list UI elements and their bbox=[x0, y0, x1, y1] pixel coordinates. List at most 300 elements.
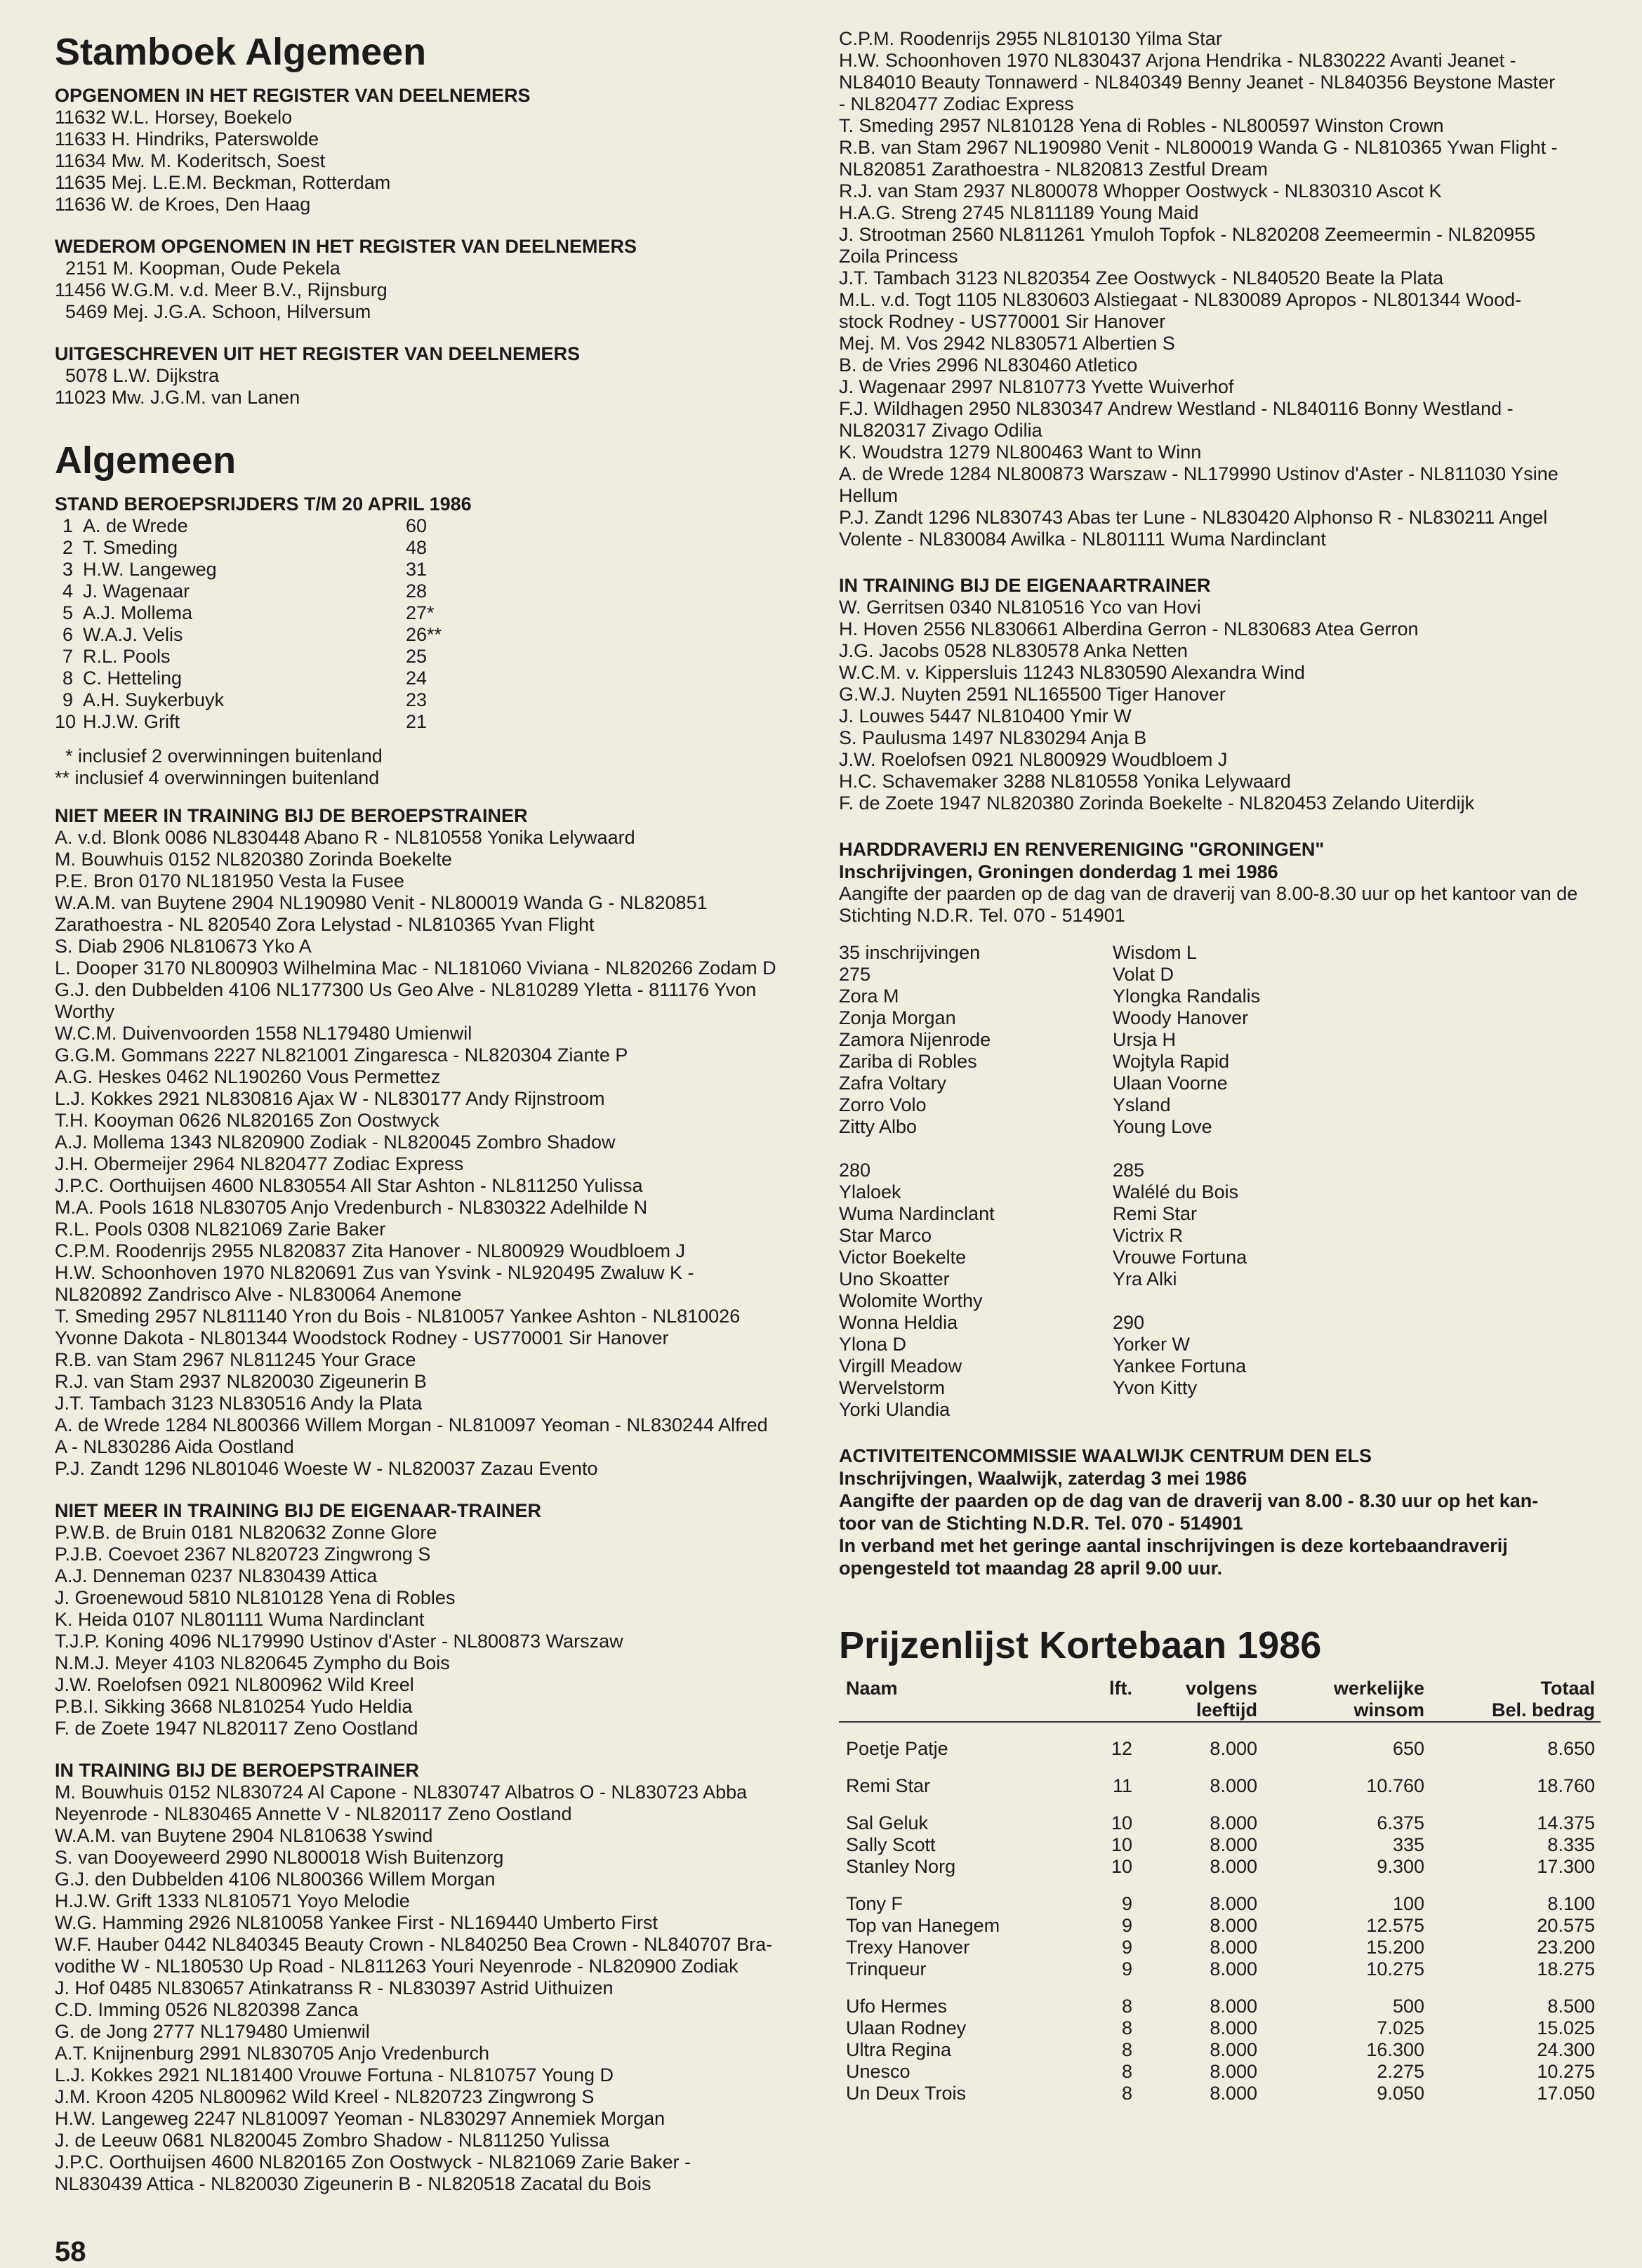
prize-totaal: 15.025 bbox=[1537, 2017, 1595, 2038]
list-line: Ursja H bbox=[1113, 1029, 1177, 1050]
prize-volgens: 8.000 bbox=[1210, 1893, 1257, 1914]
waalwijk-section bbox=[839, 1445, 1601, 1579]
list-line: Young Love bbox=[1113, 1116, 1212, 1137]
list-line: S. van Dooyeweerd 2990 NL800018 Wish Buitenzorg bbox=[55, 1847, 504, 1868]
list-line: T. Smeding 2957 NL811140 Yron du Bois - NL810057 Yankee Ashton - NL810026 bbox=[55, 1306, 741, 1327]
list-line: J.W. Roelofsen 0921 NL800929 Woudbloem J bbox=[839, 749, 1228, 770]
prize-totaal: 14.375 bbox=[1537, 1812, 1595, 1833]
list-line: P.J. Zandt 1296 NL801046 Woeste W - NL820037 Zazau Evento bbox=[55, 1458, 598, 1479]
list-line: ** inclusief 4 overwinningen buitenland bbox=[55, 767, 380, 788]
prize-naam: Top van Hanegem bbox=[846, 1915, 1000, 1936]
prize-lft: 9 bbox=[1121, 1958, 1132, 1979]
prize-totaal: 17.300 bbox=[1537, 1856, 1595, 1877]
list-line: F. de Zoete 1947 NL820117 Zeno Oostland bbox=[55, 1718, 418, 1739]
list-line bbox=[1113, 1399, 1393, 1421]
list-line: P.B.I. Sikking 3668 NL810254 Yudo Heldia bbox=[55, 1696, 413, 1717]
list-line: J.G. Jacobs 0528 NL830578 Anka Netten bbox=[839, 640, 1188, 661]
list-line: Zoila Princess bbox=[839, 246, 958, 267]
stand-rank: 9 bbox=[62, 689, 73, 710]
list-line: W.A.M. van Buytene 2904 NL190980 Venit - NL800019 Wanda G - NL820851 bbox=[55, 892, 708, 913]
prize-werkelijke: 12.575 bbox=[1366, 1915, 1424, 1936]
stand-rank: 3 bbox=[62, 559, 73, 580]
stand-name: A.H. Suykerbuyk bbox=[83, 689, 225, 710]
prize-lft: 10 bbox=[1111, 1812, 1132, 1833]
prize-lft: 12 bbox=[1111, 1738, 1132, 1759]
niet-meer-eigenaar-list bbox=[55, 1522, 816, 1739]
prijzen-table bbox=[839, 1678, 1601, 2104]
prize-volgens: 8.000 bbox=[1210, 1958, 1257, 1979]
list-line: Hellum bbox=[839, 485, 899, 506]
list-line: H. Hoven 2556 NL830661 Alberdina Gerron - NL830683 Atea Gerron bbox=[839, 618, 1419, 639]
list-line: W. Gerritsen 0340 NL810516 Yco van Hovi bbox=[839, 597, 1201, 618]
list-line: J. Groenewoud 5810 NL810128 Yena di Robles bbox=[55, 1587, 456, 1608]
prize-volgens: 8.000 bbox=[1210, 2061, 1257, 2082]
list-line: 11636 W. de Kroes, Den Haag bbox=[55, 194, 311, 215]
list-line: Victrix R bbox=[1113, 1225, 1184, 1246]
groningen-col-2 bbox=[1113, 942, 1393, 1421]
list-line: S. Paulusma 1497 NL830294 Anja B bbox=[839, 727, 1147, 748]
prize-row bbox=[839, 1915, 1601, 1937]
prize-row bbox=[839, 2039, 1601, 2061]
stand-score: 31 bbox=[406, 559, 428, 580]
list-line: R.B. van Stam 2967 NL190980 Venit - NL800019 Wanda G - NL810365 Ywan Flight - bbox=[839, 137, 1558, 158]
list-line: stock Rodney - US770001 Sir Hanover bbox=[839, 311, 1166, 332]
prize-lft: 10 bbox=[1111, 1856, 1132, 1877]
list-line bbox=[839, 1138, 1113, 1160]
waalwijk-lines bbox=[839, 1467, 1601, 1579]
eigenaar-trainer-list bbox=[839, 597, 1601, 814]
stand-rank: 10 bbox=[55, 711, 77, 732]
stand-score: 48 bbox=[406, 537, 428, 558]
prize-volgens: 8.000 bbox=[1210, 2083, 1257, 2104]
list-line: 11634 Mw. M. Koderitsch, Soest bbox=[55, 150, 326, 171]
prize-naam: Unesco bbox=[846, 2061, 911, 2082]
eigenaar-trainer-section bbox=[839, 574, 1601, 814]
waalwijk-line: Inschrijvingen, Waalwijk, zaterdag 3 mei 1986 bbox=[839, 1468, 1247, 1489]
prize-volgens: 8.000 bbox=[1210, 2039, 1257, 2060]
waalwijk-line: toor van de Stichting N.D.R. Tel. 070 - 514901 bbox=[839, 1513, 1243, 1534]
list-line: A - NL830286 Aida Oostland bbox=[55, 1436, 294, 1457]
prize-lft: 8 bbox=[1121, 2017, 1132, 2038]
list-line: W.C.M. Duivenvoorden 1558 NL179480 Umienwil bbox=[55, 1023, 472, 1044]
wederom-list bbox=[55, 258, 816, 323]
list-line: Zarathoestra - NL 820540 Zora Lelystad - NL810365 Yvan Flight bbox=[55, 914, 595, 935]
opgenomen-list bbox=[55, 107, 816, 215]
stand-score: 24 bbox=[406, 668, 428, 689]
col-werkelijke: werkelijke winsom bbox=[1263, 1678, 1430, 1722]
list-line: M. Bouwhuis 0152 NL830724 Al Capone - NL830747 Albatros O - NL830723 Abba bbox=[55, 1782, 748, 1803]
prize-totaal: 17.050 bbox=[1537, 2083, 1595, 2104]
prize-werkelijke: 2.275 bbox=[1377, 2061, 1424, 2082]
groningen-section bbox=[839, 838, 1601, 1421]
list-line: W.G. Hamming 2926 NL810058 Yankee First - NL169440 Umberto First bbox=[55, 1912, 658, 1933]
list-line: Uno Skoatter bbox=[839, 1268, 950, 1289]
list-line: P.W.B. de Bruin 0181 NL820632 Zonne Glore bbox=[55, 1522, 437, 1543]
prize-naam: Trexy Hanover bbox=[846, 1937, 970, 1958]
list-line: W.C.M. v. Kippersluis 11243 NL830590 Alexandra Wind bbox=[839, 662, 1305, 683]
prize-lft: 9 bbox=[1121, 1893, 1132, 1914]
list-line: R.J. van Stam 2937 NL800078 Whopper Oostwyck - NL830310 Ascot K bbox=[839, 180, 1442, 201]
list-line: A.G. Heskes 0462 NL190260 Vous Permettez bbox=[55, 1066, 441, 1087]
prize-naam: Sal Geluk bbox=[846, 1812, 929, 1833]
prize-row bbox=[839, 1722, 1601, 1760]
list-line: J. Wagenaar 2997 NL810773 Yvette Wuiverhof bbox=[839, 376, 1234, 397]
stand-heading: STAND BEROEPSRIJDERS T/M 20 APRIL 1986 bbox=[55, 493, 472, 515]
list-line: Mej. M. Vos 2942 NL830571 Albertien S bbox=[839, 333, 1175, 354]
list-line: L.J. Kokkes 2921 NL830816 Ajax W - NL830177 Andy Rijnstroom bbox=[55, 1088, 605, 1109]
list-line: T.J.P. Koning 4096 NL179990 Ustinov d'Aster - NL800873 Warszaw bbox=[55, 1631, 623, 1652]
list-line: Virgill Meadow bbox=[839, 1355, 962, 1377]
list-line: Zariba di Robles bbox=[839, 1051, 977, 1072]
prize-lft: 11 bbox=[1112, 1775, 1132, 1796]
niet-meer-eigenaar-section bbox=[55, 1499, 816, 1739]
list-line: Zitty Albo bbox=[839, 1116, 918, 1137]
prize-lft: 9 bbox=[1121, 1915, 1132, 1936]
list-line: G. de Jong 2777 NL179480 Umienwil bbox=[55, 2021, 370, 2042]
prijzen-title: Prijzenlijst Kortebaan 1986 bbox=[839, 1624, 1322, 1666]
prize-totaal: 23.200 bbox=[1537, 1937, 1595, 1958]
niet-meer-beroeps-section bbox=[55, 804, 816, 1480]
list-line: P.J. Zandt 1296 NL830743 Abas ter Lune - NL830420 Alphonso R - NL830211 Angel bbox=[839, 507, 1548, 528]
list-line: Ylongka Randalis bbox=[1113, 986, 1261, 1007]
list-line: R.B. van Stam 2967 NL811245 Your Grace bbox=[55, 1349, 416, 1370]
list-line: Wojtyla Rapid bbox=[1113, 1051, 1230, 1072]
prize-naam: Stanley Norg bbox=[846, 1856, 956, 1877]
list-line: A.J. Denneman 0237 NL830439 Attica bbox=[55, 1565, 378, 1586]
list-line: L.J. Kokkes 2921 NL181400 Vrouwe Fortuna - NL810757 Young D bbox=[55, 2064, 614, 2085]
list-line: Yorker W bbox=[1113, 1334, 1191, 1355]
stand-name: T. Smeding bbox=[83, 537, 178, 558]
list-line: T. Smeding 2957 NL810128 Yena di Robles - NL800597 Winston Crown bbox=[839, 115, 1444, 136]
list-line: H.J.W. Grift 1333 NL810571 Yoyo Melodie bbox=[55, 1890, 410, 1911]
waalwijk-line: Aangifte der paarden op de dag van de draverij van 8.00 - 8.30 uur op het kan- bbox=[839, 1490, 1539, 1511]
list-line: Ylona D bbox=[839, 1334, 907, 1355]
list-line: Woody Hanover bbox=[1113, 1007, 1249, 1028]
list-line: J.M. Kroon 4205 NL800962 Wild Kreel - NL820723 Zingwrong S bbox=[55, 2086, 595, 2107]
list-line: Wolomite Worthy bbox=[839, 1290, 983, 1311]
list-line: * inclusief 2 overwinningen buitenland bbox=[55, 745, 383, 767]
list-line: J.P.C. Oorthuijsen 4600 NL830554 All Star Ashton - NL811250 Yulissa bbox=[55, 1175, 643, 1196]
prijzen-header-row bbox=[839, 1678, 1601, 1722]
list-line: C.P.M. Roodenrijs 2955 NL820837 Zita Hanover - NL800929 Woudbloem J bbox=[55, 1240, 686, 1261]
list-line: 11023 Mw. J.G.M. van Lanen bbox=[55, 387, 300, 408]
list-line: G.G.M. Gommans 2227 NL821001 Zingaresca - NL820304 Ziante P bbox=[55, 1045, 628, 1066]
list-line bbox=[1113, 1290, 1393, 1312]
prize-totaal: 10.275 bbox=[1537, 2061, 1595, 2082]
list-line: Zafra Voltary bbox=[839, 1073, 947, 1094]
list-line: Wervelstorm bbox=[839, 1377, 946, 1398]
prize-volgens: 8.000 bbox=[1210, 1915, 1257, 1936]
list-line: S. Diab 2906 NL810673 Yko A bbox=[55, 936, 312, 957]
list-line: 11635 Mej. L.E.M. Beckman, Rotterdam bbox=[55, 172, 391, 193]
list-line: J.T. Tambach 3123 NL830516 Andy la Plata bbox=[55, 1393, 423, 1414]
stand-name: W.A.J. Velis bbox=[83, 624, 183, 645]
groningen-intro: Aangifte der paarden op de dag van de draverij van 8.00-8.30 uur op het kantoor van de Stichting N.D.R. Tel. 070 - 514901 bbox=[839, 883, 1583, 926]
list-line: NL820317 Zivago Odilia bbox=[839, 420, 1042, 441]
prize-totaal: 8.500 bbox=[1547, 1996, 1595, 2017]
stand-notes bbox=[55, 745, 816, 789]
prize-totaal: 18.760 bbox=[1537, 1775, 1595, 1796]
prize-totaal: 8.650 bbox=[1547, 1738, 1595, 1759]
list-line: J.T. Tambach 3123 NL820354 Zee Oostwyck - NL840520 Beate la Plata bbox=[839, 267, 1444, 289]
prize-lft: 8 bbox=[1121, 2061, 1132, 2082]
list-line: 5469 Mej. J.G.A. Schoon, Hilversum bbox=[55, 301, 371, 322]
prize-naam: Remi Star bbox=[846, 1775, 931, 1796]
prize-naam: Ultra Regina bbox=[846, 2039, 952, 2060]
list-line: Yvonne Dakota - NL801344 Woodstock Rodney - US770001 Sir Hanover bbox=[55, 1327, 669, 1348]
list-line: N.M.J. Meyer 4103 NL820645 Zympho du Bois bbox=[55, 1652, 450, 1673]
uitgeschreven-section bbox=[55, 343, 816, 409]
list-line: M.L. v.d. Togt 1105 NL830603 Alstiegaat - NL830089 Apropos - NL801344 Wood- bbox=[839, 289, 1522, 310]
prize-totaal: 18.275 bbox=[1537, 1958, 1595, 1979]
col-lft: lft. bbox=[1083, 1678, 1138, 1722]
prize-werkelijke: 500 bbox=[1392, 1996, 1424, 2017]
list-line: Yra Alki bbox=[1113, 1268, 1177, 1289]
list-line: 11633 H. Hindriks, Paterswolde bbox=[55, 128, 319, 150]
prize-totaal: 8.335 bbox=[1547, 1834, 1595, 1855]
prize-row bbox=[839, 1878, 1601, 1915]
prize-lft: 8 bbox=[1121, 1996, 1132, 2017]
list-line: M.A. Pools 1618 NL830705 Anjo Vredenburch - NL830322 Adelhilde N bbox=[55, 1197, 648, 1218]
niet-meer-beroeps-list bbox=[55, 827, 816, 1480]
stand-rank: 8 bbox=[62, 668, 73, 689]
list-line: L. Dooper 3170 NL800903 Wilhelmina Mac - NL181060 Viviana - NL820266 Zodam D bbox=[55, 957, 776, 979]
stand-name: A. de Wrede bbox=[83, 515, 188, 536]
prize-row bbox=[839, 2083, 1601, 2104]
list-line: 11632 W.L. Horsey, Boekelo bbox=[55, 107, 293, 128]
prijzen-body bbox=[839, 1722, 1601, 2104]
list-line: J.H. Obermeijer 2964 NL820477 Zodiac Express bbox=[55, 1153, 464, 1174]
prize-row bbox=[839, 1958, 1601, 1980]
list-line: R.J. van Stam 2937 NL820030 Zigeunerin B bbox=[55, 1371, 427, 1392]
prize-volgens: 8.000 bbox=[1210, 1834, 1257, 1855]
list-line: G.W.J. Nuyten 2591 NL165500 Tiger Hanover bbox=[839, 684, 1226, 705]
prize-naam: Poetje Patje bbox=[846, 1738, 948, 1759]
col-naam: Naam bbox=[839, 1678, 1083, 1722]
list-line: Neyenrode - NL830465 Annette V - NL820117 Zeno Oostland bbox=[55, 1803, 572, 1824]
prize-row bbox=[839, 1797, 1601, 1834]
col-totaal: Totaal Bel. bedrag bbox=[1430, 1678, 1601, 1722]
list-line: C.D. Imming 0526 NL820398 Zanca bbox=[55, 1999, 359, 2020]
prize-row bbox=[839, 1856, 1601, 1878]
stand-rank: 5 bbox=[62, 602, 73, 623]
list-line: Wisdom L bbox=[1113, 942, 1198, 963]
list-line: 285 bbox=[1113, 1160, 1145, 1181]
list-line: Ysland bbox=[1113, 1094, 1171, 1115]
list-line: A. de Wrede 1284 NL800366 Willem Morgan - NL810097 Yeoman - NL830244 Alfred bbox=[55, 1414, 768, 1435]
stamboek-title: Stamboek Algemeen bbox=[55, 31, 427, 73]
prize-row bbox=[839, 2061, 1601, 2083]
list-line: NL820892 Zandrisco Alve - NL830064 Anemone bbox=[55, 1284, 462, 1305]
list-line: K. Woudstra 1279 NL800463 Want to Winn bbox=[839, 442, 1202, 463]
col-volgens: volgens leeftijd bbox=[1138, 1678, 1263, 1722]
stand-score: 28 bbox=[406, 581, 428, 602]
prize-naam: Un Deux Trois bbox=[846, 2083, 967, 2104]
list-line: Victor Boekelte bbox=[839, 1247, 967, 1268]
prize-row bbox=[839, 1834, 1601, 1856]
prize-werkelijke: 15.200 bbox=[1366, 1937, 1424, 1958]
list-line: G.J. den Dubbelden 4106 NL800366 Willem Morgan bbox=[55, 1869, 496, 1890]
prize-werkelijke: 9.050 bbox=[1377, 2083, 1424, 2104]
list-line: Worthy bbox=[55, 1001, 115, 1022]
stand-name: A.J. Mollema bbox=[83, 602, 193, 623]
list-line: K. Heida 0107 NL801111 Wuma Nardinclant bbox=[55, 1609, 425, 1630]
list-line: Ylaloek bbox=[839, 1181, 901, 1202]
list-line: Wuma Nardinclant bbox=[839, 1203, 995, 1224]
list-line: Volat D bbox=[1113, 964, 1174, 985]
prize-volgens: 8.000 bbox=[1210, 1856, 1257, 1877]
prize-werkelijke: 16.300 bbox=[1366, 2039, 1424, 2060]
list-line: T.H. Kooyman 0626 NL820165 Zon Oostwyck bbox=[55, 1110, 439, 1131]
wederom-section bbox=[55, 235, 816, 323]
left-column bbox=[55, 28, 816, 2195]
prize-row bbox=[839, 2017, 1601, 2039]
list-line: 35 inschrijvingen bbox=[839, 942, 981, 963]
stand-section bbox=[55, 493, 816, 789]
stand-name: H.W. Langeweg bbox=[83, 559, 217, 580]
prize-volgens: 8.000 bbox=[1210, 2017, 1257, 2038]
stand-score: 27* bbox=[406, 602, 435, 623]
stand-score: 26** bbox=[406, 624, 442, 645]
stand-score: 21 bbox=[406, 711, 428, 732]
list-line: A.T. Knijnenburg 2991 NL830705 Anjo Vredenburch bbox=[55, 2043, 489, 2064]
list-line: W.A.M. van Buytene 2904 NL810638 Yswind bbox=[55, 1825, 433, 1846]
prize-row bbox=[839, 1980, 1601, 2017]
prize-naam: Tony F bbox=[846, 1893, 903, 1914]
prize-volgens: 8.000 bbox=[1210, 1812, 1257, 1833]
list-line: Zora M bbox=[839, 986, 899, 1007]
prize-volgens: 8.000 bbox=[1210, 1996, 1257, 2017]
list-line: J. Hof 0485 NL830657 Atinkatranss R - NL830397 Astrid Uithuizen bbox=[55, 1977, 614, 1998]
prize-totaal: 8.100 bbox=[1547, 1893, 1595, 1914]
stand-name: J. Wagenaar bbox=[83, 581, 190, 602]
list-line: J.W. Roelofsen 0921 NL800962 Wild Kreel bbox=[55, 1674, 414, 1695]
list-line: H.W. Schoonhoven 1970 NL820691 Zus van Ysvink - NL920495 Zwaluw K - bbox=[55, 1262, 694, 1283]
list-line: Star Marco bbox=[839, 1225, 932, 1246]
list-line: - NL820477 Zodiac Express bbox=[839, 93, 1074, 114]
list-line: 2151 M. Koopman, Oude Pekela bbox=[55, 258, 340, 279]
list-line: Yorki Ulandia bbox=[839, 1399, 951, 1420]
list-line: H.C. Schavemaker 3288 NL810558 Yonika Lelywaard bbox=[839, 771, 1291, 792]
list-line: Wonna Heldia bbox=[839, 1312, 958, 1333]
prize-werkelijke: 10.760 bbox=[1366, 1775, 1424, 1796]
list-line: R.L. Pools 0308 NL821069 Zarie Baker bbox=[55, 1219, 386, 1240]
list-line: F.J. Wildhagen 2950 NL830347 Andrew Westland - NL840116 Bonny Westland - bbox=[839, 398, 1514, 419]
list-line: NL820851 Zarathoestra - NL820813 Zestful Dream bbox=[839, 159, 1268, 180]
list-line: P.J.B. Coevoet 2367 NL820723 Zingwrong S bbox=[55, 1544, 431, 1565]
prize-werkelijke: 10.275 bbox=[1366, 1958, 1424, 1979]
list-line: H.W. Schoonhoven 1970 NL830437 Arjona Hendrika - NL830222 Avanti Jeanet - bbox=[839, 50, 1516, 71]
list-line: 280 bbox=[839, 1160, 871, 1181]
list-line: F. de Zoete 1947 NL820380 Zorinda Boekelte - NL820453 Zelando Uiterdijk bbox=[839, 793, 1475, 814]
list-line: H.W. Langeweg 2247 NL810097 Yeoman - NL830297 Annemiek Morgan bbox=[55, 2108, 666, 2129]
list-line: G.J. den Dubbelden 4106 NL177300 Us Geo Alve - NL810289 Yletta - 811176 Yvon bbox=[55, 979, 757, 1000]
prize-lft: 8 bbox=[1121, 2039, 1132, 2060]
algemeen-title: Algemeen bbox=[55, 439, 237, 482]
prize-lft: 8 bbox=[1121, 2083, 1132, 2104]
prize-werkelijke: 7.025 bbox=[1377, 2017, 1424, 2038]
list-line: J. Strootman 2560 NL811261 Ymuloh Topfok - NL820208 Zeemeermin - NL820955 bbox=[839, 224, 1536, 245]
prize-werkelijke: 9.300 bbox=[1377, 1856, 1424, 1877]
list-line: Volente - NL830084 Awilka - NL801111 Wuma Nardinclant bbox=[839, 529, 1326, 550]
niet-meer-beroeps-heading: NIET MEER IN TRAINING BIJ DE BEROEPSTRAINER bbox=[55, 805, 528, 826]
stand-rank: 4 bbox=[62, 581, 73, 602]
list-line: Remi Star bbox=[1113, 1203, 1198, 1224]
list-line: M. Bouwhuis 0152 NL820380 Zorinda Boekelte bbox=[55, 849, 452, 870]
in-training-beroeps-section bbox=[55, 1759, 816, 2195]
list-line: A.J. Mollema 1343 NL820900 Zodiak - NL820045 Zombro Shadow bbox=[55, 1132, 616, 1153]
list-line: Zorro Volo bbox=[839, 1094, 927, 1115]
prize-lft: 10 bbox=[1111, 1834, 1132, 1855]
list-line: A. de Wrede 1284 NL800873 Warszaw - NL179990 Ustinov d'Aster - NL811030 Ysine bbox=[839, 463, 1558, 484]
list-line: J.P.C. Oorthuijsen 4600 NL820165 Zon Oostwyck - NL821069 Zarie Baker - bbox=[55, 2151, 691, 2173]
list-line: 290 bbox=[1113, 1312, 1145, 1333]
list-line: Zonja Morgan bbox=[839, 1007, 956, 1028]
stand-table bbox=[55, 515, 816, 733]
list-line: B. de Vries 2996 NL830460 Atletico bbox=[839, 354, 1138, 376]
prize-werkelijke: 6.375 bbox=[1377, 1812, 1424, 1833]
prize-totaal: 24.300 bbox=[1537, 2039, 1595, 2060]
prize-lft: 9 bbox=[1121, 1937, 1132, 1958]
list-line: W.F. Hauber 0442 NL840345 Beauty Crown - NL840250 Bea Crown - NL840707 Bra- bbox=[55, 1934, 773, 1955]
list-line: Walélé du Bois bbox=[1113, 1181, 1239, 1202]
list-line: C.P.M. Roodenrijs 2955 NL810130 Yilma Star bbox=[839, 28, 1222, 49]
groningen-col-1 bbox=[839, 942, 1113, 1421]
list-line: NL830439 Attica - NL820030 Zigeunerin B - NL820518 Zacatal du Bois bbox=[55, 2173, 651, 2194]
eigenaar-trainer-heading: IN TRAINING BIJ DE EIGENAARTRAINER bbox=[839, 575, 1211, 596]
opgenomen-section bbox=[55, 84, 816, 215]
prize-volgens: 8.000 bbox=[1210, 1937, 1257, 1958]
list-line: Yankee Fortuna bbox=[1113, 1355, 1247, 1377]
stand-name: C. Hetteling bbox=[83, 668, 183, 689]
prize-volgens: 8.000 bbox=[1210, 1775, 1257, 1796]
prize-naam: Sally Scott bbox=[846, 1834, 936, 1855]
stand-rank: 1 bbox=[62, 515, 73, 536]
groningen-entries bbox=[839, 942, 1601, 1421]
prize-totaal: 20.575 bbox=[1537, 1915, 1595, 1936]
stand-rank: 6 bbox=[62, 624, 73, 645]
prize-werkelijke: 100 bbox=[1392, 1893, 1424, 1914]
page-number: 58 bbox=[55, 2236, 86, 2267]
waalwijk-line: opengesteld tot maandag 28 april 9.00 uur. bbox=[839, 1558, 1223, 1579]
list-line: P.E. Bron 0170 NL181950 Vesta la Fusee bbox=[55, 870, 404, 891]
list-line: NL84010 Beauty Tonnawerd - NL840349 Benny Jeanet - NL840356 Beystone Master bbox=[839, 72, 1556, 93]
list-line: J. Louwes 5447 NL810400 Ymir W bbox=[839, 705, 1132, 727]
stand-name: H.J.W. Grift bbox=[83, 711, 180, 732]
list-line: 5078 L.W. Dijkstra bbox=[55, 365, 220, 386]
list-line bbox=[1113, 1138, 1393, 1160]
opgenomen-heading: OPGENOMEN IN HET REGISTER VAN DEELNEMERS bbox=[55, 85, 531, 106]
stand-score: 25 bbox=[406, 646, 428, 667]
list-line: vodithe W - NL180530 Up Road - NL811263 Youri Neyenrode - NL820900 Zodiak bbox=[55, 1956, 739, 1977]
list-line: Yvon Kitty bbox=[1113, 1377, 1198, 1398]
prize-row bbox=[839, 1760, 1601, 1797]
list-line: Ulaan Voorne bbox=[1113, 1073, 1228, 1094]
right-column bbox=[839, 28, 1601, 2104]
waalwijk-line: In verband met het geringe aantal inschrijvingen is deze kortebaandraverij bbox=[839, 1535, 1508, 1556]
beroeps-continued-list bbox=[839, 28, 1601, 550]
list-line: A. v.d. Blonk 0086 NL830448 Abano R - NL810558 Yonika Lelywaard bbox=[55, 827, 635, 848]
uitgeschreven-list bbox=[55, 365, 816, 409]
list-line: Vrouwe Fortuna bbox=[1113, 1247, 1247, 1268]
prize-naam: Ufo Hermes bbox=[846, 1996, 948, 2017]
in-training-beroeps-list bbox=[55, 1782, 816, 2195]
prize-naam: Ulaan Rodney bbox=[846, 2017, 967, 2038]
groningen-heading: HARDDRAVERIJ EN RENVERENIGING "GRONINGEN" bbox=[839, 839, 1325, 860]
list-line: 275 bbox=[839, 964, 871, 985]
stand-score: 23 bbox=[406, 689, 428, 710]
in-training-beroeps-heading: IN TRAINING BIJ DE BEROEPSTRAINER bbox=[55, 1760, 420, 1781]
